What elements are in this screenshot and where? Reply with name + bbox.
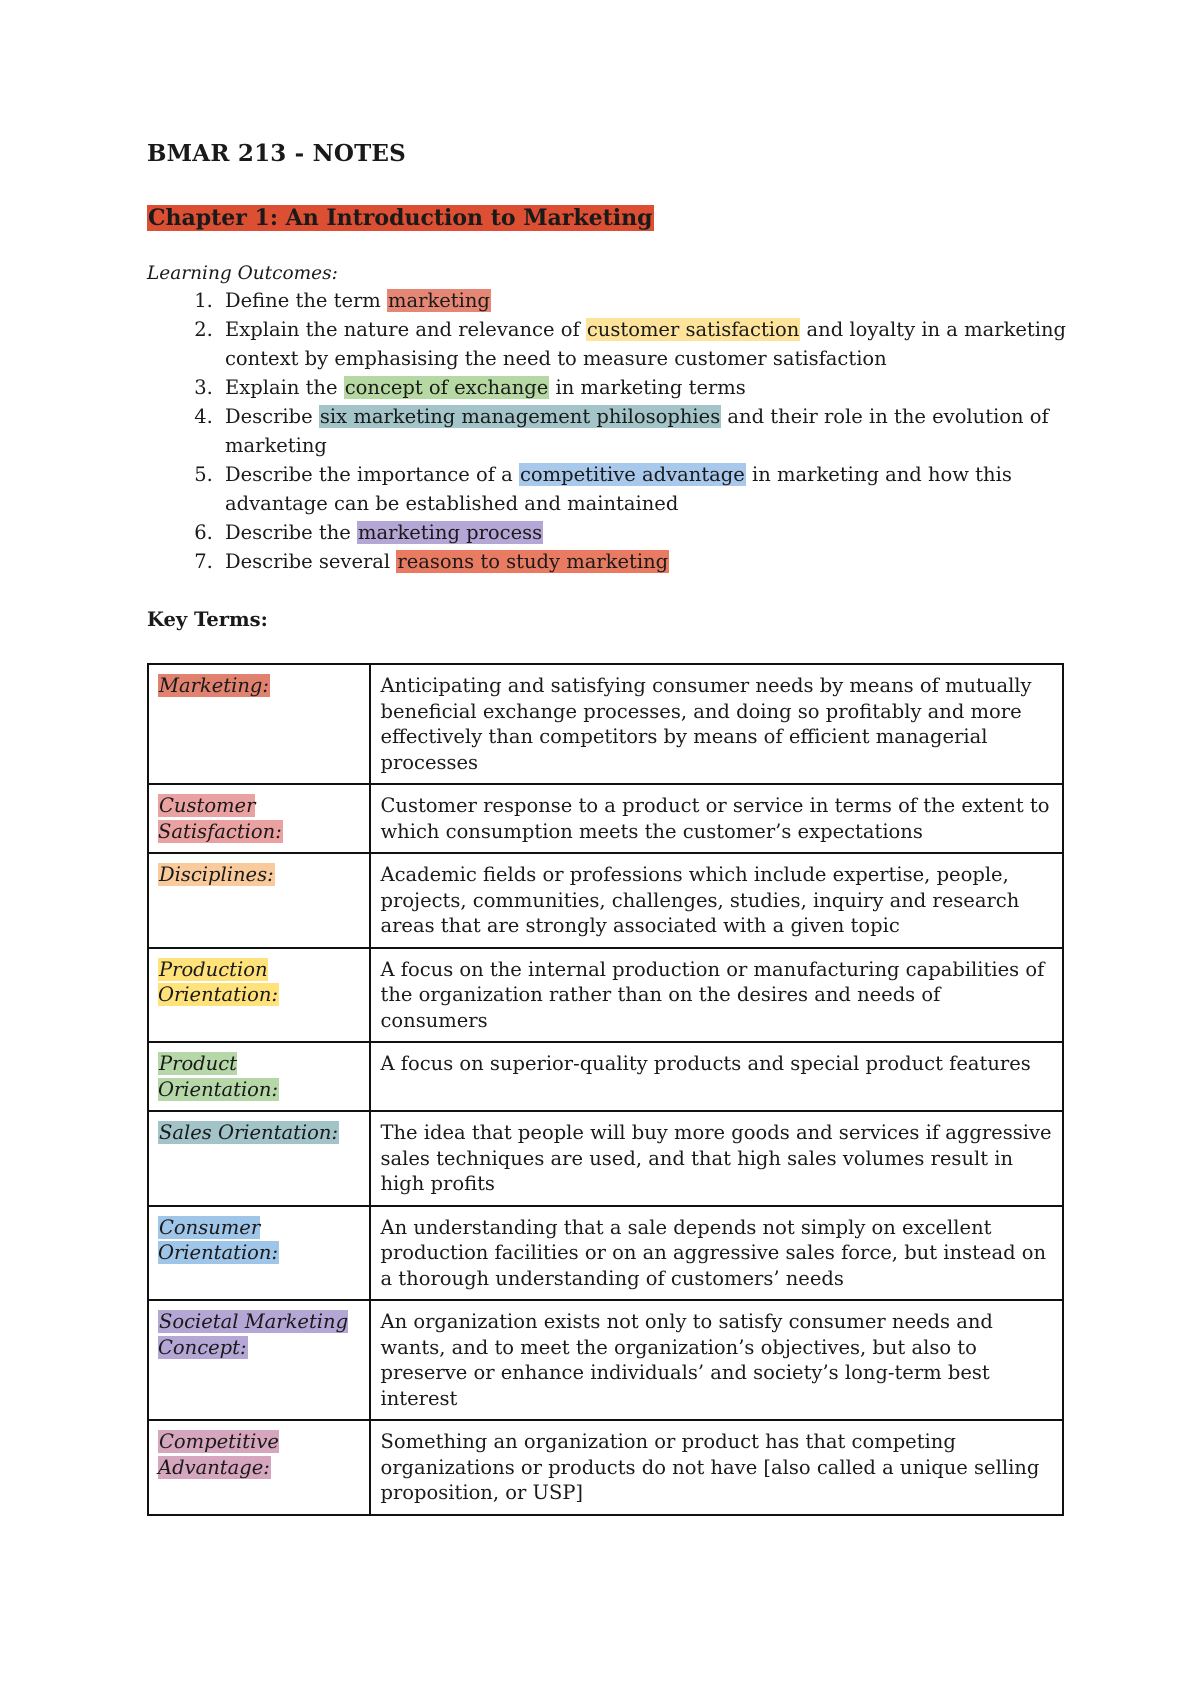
table-row [148, 948, 1063, 1043]
outcome-highlight: concept of exchange [344, 376, 549, 399]
outcome-text: and their role in the evolution of marketing [225, 405, 1049, 457]
term-cell [148, 1206, 370, 1301]
outcome-highlight: customer satisfaction [586, 318, 800, 341]
outcome-highlight: six marketing management philosophies [319, 405, 721, 428]
learning-outcomes-heading: Learning Outcomes: [147, 263, 338, 284]
outcome-text: in marketing and how this advantage can be established and maintained [225, 463, 1012, 515]
key-terms-heading: Key Terms: [147, 608, 268, 631]
term-label: Customer Satisfaction: [158, 794, 282, 843]
table-row [148, 1206, 1063, 1301]
outcome-text: and loyalty in a marketing context by emphasising the need to measure customer satisfaction [225, 318, 1067, 370]
outcome-text: Define the term [225, 289, 387, 312]
term-cell [148, 784, 370, 853]
outcome-text: Describe [225, 405, 319, 428]
learning-outcome-item [219, 402, 1067, 460]
table-row [148, 784, 1063, 853]
learning-outcome-item [219, 547, 1067, 576]
term-cell [148, 1300, 370, 1420]
outcome-text: in marketing terms [549, 376, 746, 399]
term-definition: A focus on the internal production or manufacturing capabilities of the organization rather than on the desires and needs of consumers [370, 948, 1063, 1043]
term-cell [148, 1420, 370, 1515]
term-definition: An organization exists not only to satisfy consumer needs and wants, and to meet the organization’s objectives, but also to preserve or enhance individuals’ and society’s long-term best interest [370, 1300, 1063, 1420]
term-label: Disciplines: [159, 863, 274, 886]
term-label: Consumer Orientation: [158, 1215, 279, 1264]
term-definition: A focus on superior-quality products and special product features [370, 1042, 1063, 1111]
term-cell [148, 853, 370, 948]
term-label: Product Orientation: [158, 1052, 279, 1101]
table-row [148, 664, 1063, 784]
term-label: Competitive Advantage: [158, 1430, 279, 1479]
table-row [148, 1300, 1063, 1420]
table-row [148, 853, 1063, 948]
table-row [148, 1042, 1063, 1111]
outcome-text: Describe the [225, 521, 358, 544]
outcome-highlight: competitive advantage [519, 463, 745, 486]
term-definition: The idea that people will buy more goods and services if aggressive sales techniques are used, and that high sales volumes result in high profits [370, 1111, 1063, 1206]
term-definition: Something an organization or product has that competing organizations or products do not have [also called a unique selling proposition, or USP] [370, 1420, 1063, 1515]
chapter-title-highlight: Chapter 1: An Introduction to Marketing [148, 205, 653, 231]
document-page [147, 140, 1067, 1516]
term-label: Societal Marketing Concept: [158, 1310, 349, 1359]
outcome-text: Describe several [225, 550, 397, 573]
term-definition: Customer response to a product or service in terms of the extent to which consumption meets the customer’s expectations [370, 784, 1063, 853]
term-cell [148, 948, 370, 1043]
outcome-highlight: marketing process [358, 521, 543, 544]
table-row [148, 1111, 1063, 1206]
term-cell [148, 1042, 370, 1111]
outcome-highlight: reasons to study marketing [397, 550, 669, 573]
term-label: Marketing: [159, 674, 269, 697]
document-title: BMAR 213 - NOTES [147, 140, 406, 167]
term-label: Production Orientation: [158, 957, 279, 1006]
outcome-text: Explain the [225, 376, 344, 399]
term-definition: Academic fields or professions which include expertise, people, projects, communities, challenges, studies, inquiry and research areas that are strongly associated with a given topic [370, 853, 1063, 948]
outcome-text: Explain the nature and relevance of [225, 318, 586, 341]
learning-outcome-item [219, 286, 1067, 315]
learning-outcome-item [219, 315, 1067, 373]
learning-outcome-item [219, 518, 1067, 547]
learning-outcome-item [219, 460, 1067, 518]
chapter-title [147, 205, 1067, 231]
key-terms-table [147, 663, 1064, 1516]
term-definition: An understanding that a sale depends not simply on excellent production facilities or on an aggressive sales force, but instead on a thorough understanding of customers’ needs [370, 1206, 1063, 1301]
outcome-highlight: marketing [388, 289, 490, 312]
term-definition: Anticipating and satisfying consumer needs by means of mutually beneficial exchange processes, and doing so profitably and more effectively than competitors by means of efficient managerial processes [370, 664, 1063, 784]
term-cell [148, 664, 370, 784]
term-label: Sales Orientation: [159, 1121, 339, 1144]
outcome-text: Describe the importance of a [225, 463, 519, 486]
learning-outcome-item [219, 373, 1067, 402]
learning-outcomes-list [147, 286, 1067, 576]
table-row [148, 1420, 1063, 1515]
term-cell [148, 1111, 370, 1206]
